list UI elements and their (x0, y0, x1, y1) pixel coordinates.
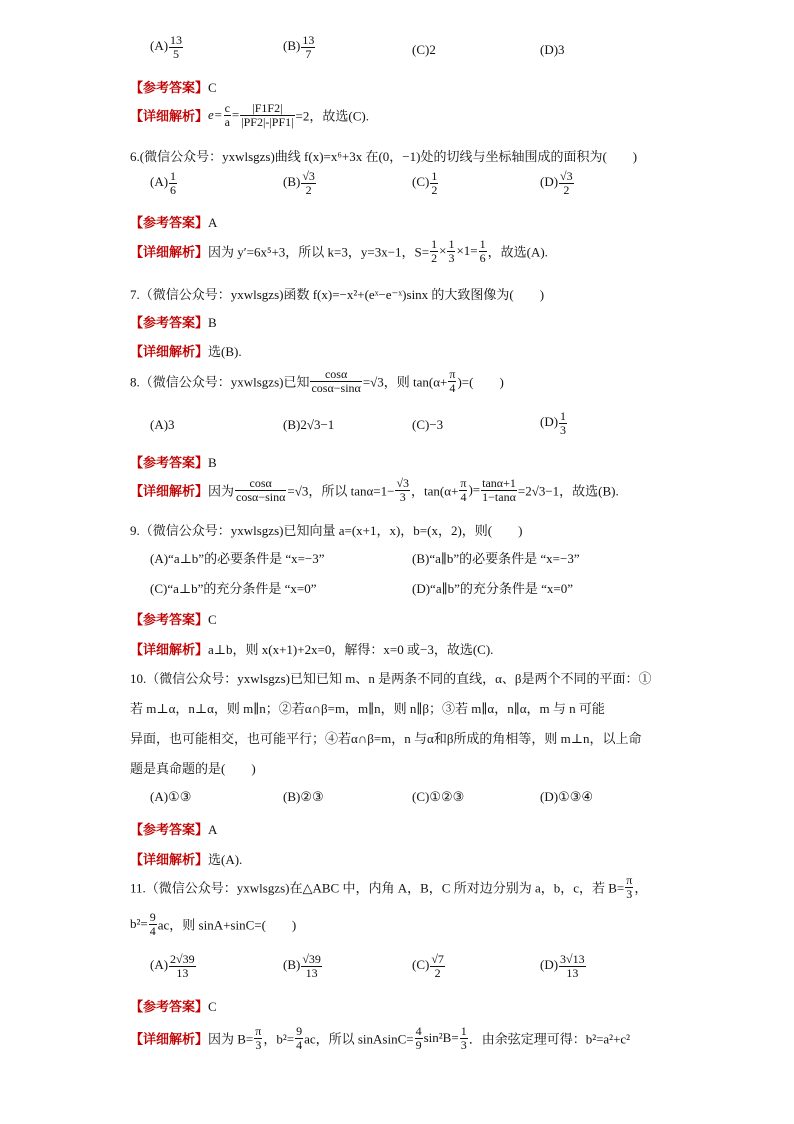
q5-option-b: (B) $\frac{13}{7}$ (283, 33, 315, 61)
q7-answer: 【参考答案】B (130, 315, 217, 330)
q11-stem-line1: 11.（微信公众号：yxwlsgzs)在△ABC 中，内角 A，B，C 所对边分别为 a，b，c，若 B= $\frac{\pi}{3}$ ， (130, 873, 648, 901)
q9-answer: 【参考答案】C (130, 612, 217, 627)
q11-option-b: (B) $\frac{√39}{13}$ (283, 952, 321, 980)
q5-option-d: (D)3 (540, 42, 565, 57)
q5-option-c: (C)2 (412, 42, 436, 57)
q8-option-d: (D) $\frac{1}{3}$ (540, 409, 567, 437)
q6-option-b: (B) $\frac{√3}{2}$ (283, 169, 315, 197)
q10-stem-line2: 若 m⊥α，n⊥α，则 m∥n；②若α∩β=m，m∥n，则 n∥β；③若 m∥α，n∥α，m 与 n 可能 (130, 701, 605, 716)
q6-stem: 6.(微信公众号：yxwlsgzs)曲线 f(x)=x⁶+3x 在(0，−1)处的切线与坐标轴围成的面积为( ) (130, 149, 638, 164)
q5-option-a: (A) $\frac{13}{5}$ (150, 33, 183, 61)
q9-option-c: (C)“a⊥b”的充分条件是 “x=0” (150, 581, 317, 596)
q10-option-b: (B)②③ (283, 789, 324, 804)
q10-option-a: (A)①③ (150, 789, 192, 804)
q10-option-d: (D)①③④ (540, 789, 594, 804)
q6-answer: 【参考答案】A (130, 215, 218, 230)
q6-option-c: (C) $\frac{1}{2}$ (412, 169, 438, 197)
q9-option-b: (B)“a∥b”的必要条件是 “x=−3” (412, 551, 580, 566)
q10-analysis: 【详细解析】选(A). (130, 852, 243, 867)
q6-option-d: (D) $\frac{√3}{2}$ (540, 169, 573, 197)
q9-option-d: (D)“a∥b”的充分条件是 “x=0” (412, 581, 573, 596)
q11-option-a: (A) $\frac{2√39}{13}$ (150, 952, 195, 980)
q7-stem: 7.（微信公众号：yxwlsgzs)函数 f(x)=−x²+(eˣ−e⁻ˣ)sinx 的大致图像为( ) (130, 287, 545, 302)
q11-analysis: 【详细解析】因为 B= $\frac{\pi}{3}$ ，b²= $\frac{9}{4}$ ac，所以 sinAsinC= $\frac{4}{9}$ sin²B= $\frac{1}{3}$ ．由余弦定理可得：b²=a²+c² (130, 1024, 631, 1052)
q8-option-a: (A)3 (150, 417, 175, 432)
q11-option-d: (D) $\frac{3√13}{13}$ (540, 952, 585, 980)
q9-option-a: (A)“a⊥b”的必要条件是 “x=−3” (150, 551, 325, 566)
q10-answer: 【参考答案】A (130, 822, 218, 837)
q8-option-b: (B)2√3−1 (283, 417, 335, 432)
q8-answer: 【参考答案】B (130, 455, 217, 470)
q5-analysis: 【详细解析】e= $\frac{c}{a}$ = $\frac{|F1F2|}{|PF2|-|PF1|}$ =2，故选(C). (130, 101, 369, 129)
q10-stem-line3: 异面，也可能相交，也可能平行；④若α∩β=m，n 与α和β所成的角相等，则 m⊥n，以上命 (130, 731, 642, 746)
q5-answer: 【参考答案】C (130, 80, 217, 95)
q6-option-a: (A) $\frac{1}{6}$ (150, 169, 177, 197)
q10-option-c: (C)①②③ (412, 789, 465, 804)
q11-answer: 【参考答案】C (130, 999, 217, 1014)
q11-stem-line2: b²= $\frac{9}{4}$ ac，则 sinA+sinC=( ) (130, 910, 297, 938)
q7-analysis: 【详细解析】选(B). (130, 344, 242, 359)
q6-analysis: 【详细解析】因为 y′=6x⁵+3，所以 k=3，y=3x−1，S= $\frac{1}{2}$ × $\frac{1}{3}$ ×1= $\frac{1}{6}$ ，故选(A). (130, 237, 548, 265)
q8-analysis: 【详细解析】因为 $\frac{\cos\alpha}{\cos\alpha-\sin\alpha}$ =√3，所以 tanα=1− $\frac{√3}{3}$ ，tan(α+ $\frac{\pi}{4}$ )= $\frac{\tan\alpha+1}{1-\tan\alpha}$ =2√3−1，故选(B). (130, 476, 619, 504)
q9-analysis: 【详细解析】a⊥b，则 x(x+1)+2x=0，解得：x=0 或−3，故选(C). (130, 642, 494, 657)
q9-stem: 9.（微信公众号：yxwlsgzs)已知向量 a=(x+1，x)，b=(x，2)，则( ) (130, 523, 523, 538)
q10-stem-line4: 题是真命题的是( ) (130, 761, 256, 776)
q10-stem-line1: 10.（微信公众号：yxwlsgzs)已知已知 m、n 是两条不同的直线，α、β是两个不同的平面：① (130, 671, 652, 686)
q8-stem: 8.（微信公众号：yxwlsgzs)已知 $\frac{\cos\alpha}{\cos\alpha-\sin\alpha}$ =√3，则 tan(α+ $\frac{\pi}{4}$ )=( ) (130, 367, 504, 395)
q11-option-c: (C) $\frac{√7}{2}$ (412, 952, 444, 980)
q8-option-c: (C)−3 (412, 417, 444, 432)
